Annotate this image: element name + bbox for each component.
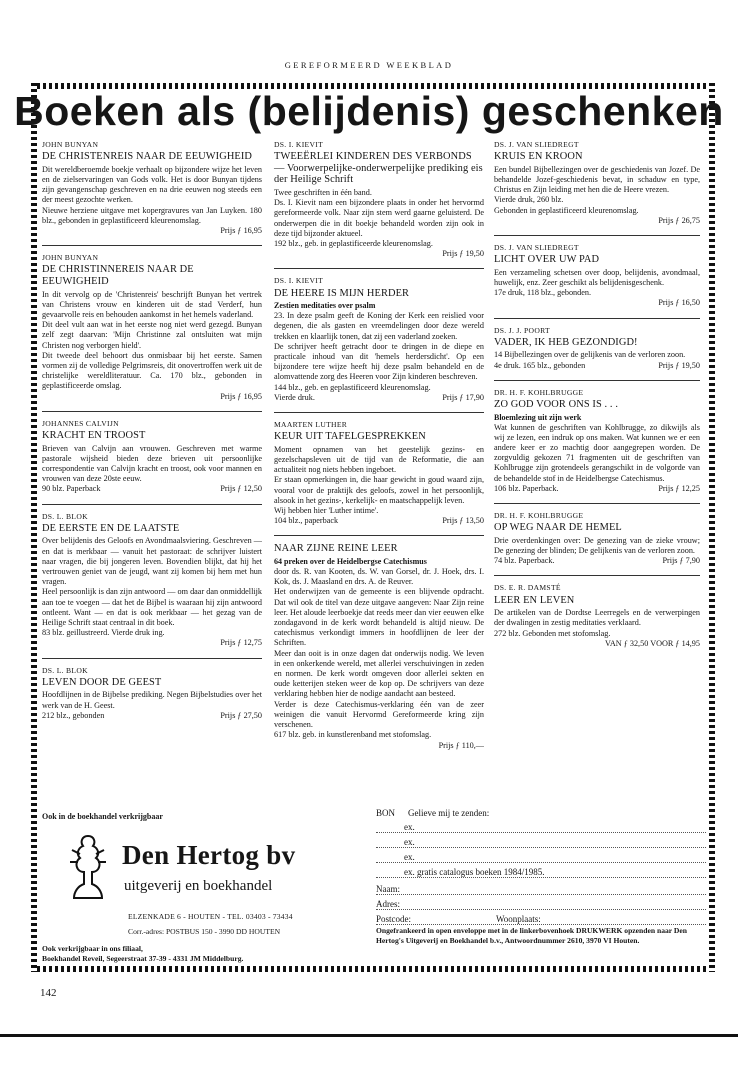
order-postcode-city-field[interactable] xyxy=(376,912,706,925)
book-spec-line xyxy=(42,711,262,721)
book-entry xyxy=(42,253,262,402)
book-spec: 106 blz. Paperback. xyxy=(494,483,559,493)
description-paragraph: Dit tweede deel behoort dus onmisbaar bij het eerste. Samen vormen zij de volledige Pelgrimsreis, dit onovertroffen werk uit de christelijke wereldliteratuur. Ca. 170 blz., gebonden in geplastificeerde omslag. xyxy=(42,350,262,391)
book-price: Prijs ƒ 16,50 xyxy=(658,298,700,308)
order-postcode-label: Postcode: xyxy=(376,914,411,924)
entry-divider xyxy=(274,268,484,269)
book-spec-line xyxy=(274,393,484,403)
order-note: Ongefrankeerd in open enveloppe met in de linkerbovenhoek DRUKWERK opzenden naar Den Hertog's Uitgeverij en Boekhandel b.v., Antwoordnummer 2610, 3970 VI Houten. xyxy=(376,926,688,945)
book-author: DR. H. F. KOHLBRUGGE xyxy=(494,387,584,397)
description-paragraph: Hoofdlijnen in de Bijbelse prediking. Negen Bijbelstudies over het werk van de H. Geest. xyxy=(42,690,262,710)
book-author: JOHANNES CALVIJN xyxy=(42,418,119,428)
book-entry xyxy=(494,583,700,649)
book-price: Prijs ƒ 19,50 xyxy=(658,360,700,370)
entry-divider xyxy=(42,411,262,412)
book-description xyxy=(274,445,484,516)
book-entry xyxy=(42,140,262,236)
description-paragraph: Dit wereldberoemde boekje verhaalt op bijzondere wijze het leven en de zielservaringen van Gods volk. Het is door Bunyan tijdens zijn gevangenschap geschreven en na drie eeuwen nog steeds een der meest gezochte werken. xyxy=(42,164,262,205)
book-description xyxy=(42,444,262,485)
description-paragraph: Vierde druk, 260 blz. xyxy=(494,195,564,205)
description-paragraph: 617 blz. geb. in kunstlerenband met stofomslag. xyxy=(274,730,432,740)
book-author: DS. I. KIEVIT xyxy=(274,140,324,149)
book-description xyxy=(274,311,484,393)
book-author: DS. E. R. DAMSTÉ xyxy=(494,583,561,593)
headline: Boeken als (belijdenis) geschenken xyxy=(14,88,724,134)
order-instruction: Gelieve mij te zenden: xyxy=(408,808,490,818)
description-paragraph: Verder is deze Catechismus-verklaring één van de zeer weinigen die vanuit Hervormd Gereformeerde kring zijn verschenen. xyxy=(274,699,484,730)
description-paragraph: Twee geschriften in één band. xyxy=(274,187,372,197)
entry-divider xyxy=(274,412,484,413)
description-paragraph: Wij hebben hier 'Luther intime'. xyxy=(274,506,379,516)
description-paragraph: Heel persoonlijk is dan zijn antwoord — om daar dan onmiddellijk aan toe te voegen — dat het de Bijbel is waaraan hij zijn antwoord ontleent. Want — en dat is ook merkbaar — het gezag van de Heilige Schrift staat centraal in dit boek. xyxy=(42,587,262,628)
order-name-field[interactable] xyxy=(376,882,706,895)
book-description xyxy=(274,188,484,249)
book-spec: Vierde druk. xyxy=(274,392,315,402)
book-spec: 212 blz., gebonden xyxy=(42,710,105,720)
book-title: LEER EN LEVEN xyxy=(494,594,575,606)
order-line-catalogue[interactable] xyxy=(376,865,706,878)
book-entry xyxy=(274,276,484,403)
book-title: KEUR UIT TAFELGESPREKKEN xyxy=(274,431,426,443)
description-paragraph: 17e druk, 118 blz., gebonden. xyxy=(494,288,592,298)
book-spec-line xyxy=(42,484,262,494)
publisher-branch xyxy=(42,944,243,963)
column-middle xyxy=(274,140,484,760)
order-line-3[interactable] xyxy=(376,850,706,863)
book-price: Prijs ƒ 12,75 xyxy=(220,638,262,648)
book-author: JOHN BUNYAN xyxy=(42,253,99,263)
publisher-name: Den Hertog bv xyxy=(122,840,296,870)
description-paragraph: 83 blz. geillustreerd. Vierde druk ing. xyxy=(42,628,165,638)
book-description xyxy=(494,268,700,299)
description-paragraph: Gebonden in geplastificeerd kleurenomslag. xyxy=(494,205,639,215)
book-subtitle: 64 preken over de Heidelbergse Catechismus xyxy=(274,557,427,567)
book-title: OP WEG NAAR DE HEMEL xyxy=(494,522,622,534)
book-title: DE HEERE IS MIJN HERDER xyxy=(274,287,410,299)
book-description xyxy=(494,608,700,639)
publisher-corr-address: Corr.-adres: POSTBUS 150 - 3990 DD HOUTEN xyxy=(128,927,281,936)
book-price: Prijs ƒ 12,50 xyxy=(220,484,262,494)
book-spec: 90 blz. Paperback xyxy=(42,484,101,494)
book-spec-line xyxy=(494,556,700,566)
description-paragraph: Over belijdenis des Geloofs en Avondmaalsviering. Geschreven — en dat is merkbaar — vanuit het pastoraat: de schrijver luistert naar vragen, die bij jongeren leven. Bovendien blijkt, dat hij het vertrouwen geniet van de jeugd, want zij komen bij hem met hun vragen. xyxy=(42,536,262,587)
order-form xyxy=(376,808,706,968)
order-address-label: Adres: xyxy=(376,899,400,909)
book-author: DS. J. VAN SLIEDREGT xyxy=(494,140,579,149)
book-title: TWEEËRLEI KINDEREN DES VERBONDS — Voorwerpelijke-onderwerpelijke prediking eis der Heilige Schrift xyxy=(274,151,483,186)
book-entry xyxy=(274,543,484,750)
description-paragraph: Dit deel vult aan wat in het eerste nog niet werd gezegd. Bunyan zelf zegt daarvan: 'Mijn Christinne zal ontsluiten wat mijn Christen nog verborgen hield'. xyxy=(42,320,262,350)
description-paragraph: Moment opnamen van het geestelijk gezins- en gezelschapsleven uit de tijd van de Reformatie, die aan actualiteit nog niets hebben ingeboet. xyxy=(274,444,484,475)
order-address-field[interactable] xyxy=(376,897,706,910)
book-spec-line xyxy=(494,484,700,494)
description-paragraph: Een bundel Bijbellezingen over de geschiedenis van Jozef. De behandelde Jozef-geschiedenis bevat, in schaduw en type, Christus en Zijn leiding met hen die de Heere vrezen. xyxy=(494,164,700,195)
description-paragraph: door ds. R. van Kooten, ds. W. van Gorsel, dr. J. Hoek, drs. I. Kok, ds. J. Maasland en drs. A. de Reuver. xyxy=(274,567,484,587)
book-spec-line xyxy=(274,516,484,526)
description-paragraph: 272 blz. Gebonden met stofomslag. xyxy=(494,628,611,638)
description-paragraph: 14 Bijbellezingen over de gelijkenis van de verloren zoon. xyxy=(494,350,686,360)
description-paragraph: Ds. I. Kievit nam een bijzondere plaats in onder het hervormd gereformeerde volk. Naar zijn stem werd gaarne geluisterd. De onderwerpen die in dit boekje behandeld worden zijn ook in deze tijd bijzonder aktueel. xyxy=(274,198,484,238)
book-title: ZO GOD VOOR ONS IS . . . xyxy=(494,399,619,411)
book-description xyxy=(42,536,262,638)
book-description xyxy=(274,567,484,740)
entry-divider xyxy=(494,235,700,236)
publisher-address: ELZENKADE 6 - HOUTEN - TEL. 03403 - 73434 xyxy=(128,912,293,921)
publisher-note: Ook in de boekhandel verkrijgbaar xyxy=(42,812,163,821)
book-entry xyxy=(494,243,700,309)
book-description xyxy=(494,536,700,556)
book-price: Prijs ƒ 110,— xyxy=(438,740,484,750)
description-paragraph: De artikelen van de Dordtse Leerregels en de verwerpingen der dwalingen in zestig meditaties verklaard. xyxy=(494,608,700,628)
order-ex-label: ex. xyxy=(404,837,415,847)
book-author: DS. J. VAN SLIEDREGT xyxy=(494,243,579,253)
book-title: DE CHRISTINNEREIS NAAR DE EEUWIGHEID xyxy=(42,264,194,288)
order-ex-label: ex. xyxy=(404,852,415,862)
book-price: Prijs ƒ 7,90 xyxy=(662,556,700,566)
book-author: DS. L. BLOK xyxy=(42,511,88,521)
book-price: Prijs ƒ 16,95 xyxy=(220,391,262,401)
description-paragraph: Er staan opmerkingen in, die haar gewicht in goud waard zijn, vooral voor de praktijk des geloofs, zowel in het persoonlijk, alsook in het gezins-, kerkelijk- en maatschappelijk leven. xyxy=(274,475,484,505)
book-title: KRUIS EN KROON xyxy=(494,151,583,163)
book-description xyxy=(494,165,700,216)
book-title: KRACHT EN TROOST xyxy=(42,430,146,442)
entry-divider xyxy=(494,318,700,319)
order-name-label: Naam: xyxy=(376,884,400,894)
book-subtitle: Bloemlezing uit zijn werk xyxy=(494,412,582,422)
description-paragraph: Drie overdenkingen over: De genezing van de zieke vrouw; De genezing der blinden; De gelijkenis van de verloren zoon. xyxy=(494,535,700,556)
page-number: 142 xyxy=(40,987,57,999)
book-title: DE EERSTE EN DE LAATSTE xyxy=(42,522,180,534)
description-paragraph: In dit vervolg op de 'Christenreis' beschrijft Bunyan het vertrek van Christens vrouw en kinderen uit de stad Verderf, hun gevaarvolle reis en behouden aankomst in het hemels vaderland. xyxy=(42,289,262,320)
book-author: MAARTEN LUTHER xyxy=(274,420,348,430)
entry-divider xyxy=(274,535,484,536)
book-author: DR. H. F. KOHLBRUGGE xyxy=(494,511,584,521)
book-entry xyxy=(494,511,700,566)
book-spec-line xyxy=(494,361,700,371)
order-ex-label: ex. xyxy=(404,822,415,832)
book-price: VAN ƒ 32,50 VOOR ƒ 14,95 xyxy=(605,638,700,648)
branch-line-2: Boekhandel Reveil, Segeerstraat 37-39 - 4331 JM Middelburg. xyxy=(42,953,244,963)
book-spec: 104 blz., paperback xyxy=(274,516,339,526)
book-description xyxy=(494,423,700,484)
book-subtitle: Zestien meditaties over psalm xyxy=(274,301,376,311)
order-line-2[interactable] xyxy=(376,835,706,848)
bottom-rule xyxy=(0,1034,738,1037)
book-author: DS. I. KIEVIT xyxy=(274,276,324,286)
column-left xyxy=(42,140,262,730)
publisher-logo xyxy=(66,832,110,902)
book-entry xyxy=(42,666,262,721)
book-entry xyxy=(494,140,700,226)
description-paragraph: 23. In deze psalm geeft de Koning der Kerk een reislied voor degenen, die als gasten en vreemdelingen door deze wereld trekken en klaarlijk tonen, dat zij een vaderland zoeken. xyxy=(274,311,484,341)
description-paragraph: Een verzameling schetsen over doop, belijdenis, avondmaal, huwelijk, enz. Zeer geschikt als belijdenisgeschenk. xyxy=(494,267,700,288)
book-description xyxy=(42,690,262,710)
description-paragraph: De schrijver heeft getracht door te dringen in de diepe en practicale inhoud van dit 'hemels herdersdicht'. Op een bijzondere tere wijze heeft hij deze psalm behandeld en de alomvattende zorg des Heeren voor Zijn kinderen beschreven. xyxy=(274,341,484,382)
book-price: Prijs ƒ 26,75 xyxy=(658,215,700,225)
branch-line-1: Ook verkrijgbaar in ons filiaal, xyxy=(42,944,143,953)
description-paragraph: Meer dan ooit is in onze dagen dat onderwijs nodig. We leven in een onkerkende wereld, met allerlei verschuivingen in zeden en normen. De kerk wordt omgeven door allerlei sekten en oude ketterijen steken weer de kop op. De schrijvers van deze verklaring hebben hier de nodige aandacht aan besteed. xyxy=(274,648,484,699)
entry-divider xyxy=(494,575,700,576)
publisher-tagline: uitgeverij en boekhandel xyxy=(124,878,273,894)
description-paragraph: 192 blz., geb. in geplastificeerde kleurenomslag. xyxy=(274,239,433,248)
book-spec: 74 blz. Paperback. xyxy=(494,556,555,566)
running-head: GEREFORMEERD WEEKBLAD xyxy=(284,60,454,70)
description-paragraph: Nieuwe herziene uitgave met kopergravures van Jan Luyken. 180 blz., gebonden in geplastificeerd kleurenomslag. xyxy=(42,205,262,225)
book-entry xyxy=(494,326,700,371)
book-entry xyxy=(42,419,262,495)
entry-divider xyxy=(494,380,700,381)
book-title: NAAR ZIJNE REINE LEER xyxy=(274,543,398,555)
book-price: Prijs ƒ 16,95 xyxy=(220,226,262,236)
column-right xyxy=(494,140,700,658)
book-price: Prijs ƒ 12,25 xyxy=(658,483,700,493)
book-author: DS. L. BLOK xyxy=(42,665,88,675)
description-paragraph: Wat kunnen de geschriften van Kohlbrugge, zo dikwijls als wij ze lezen, een indruk op ons maken. Wat kunnen we er een andere keer er zo machtig door aangegrepen worden. De zorgvuldig gekozen 71 fragmenten uit de geschriften van Kohlbrugge zijn grotendeels gerangschikt in de volgorde van de behandelde stof in de Heidelbergse Catechismus. xyxy=(494,422,700,483)
book-title: LICHT OVER UW PAD xyxy=(494,254,600,266)
book-title: VADER, IK HEB GEZONDIGD! xyxy=(494,336,638,348)
entry-divider xyxy=(42,504,262,505)
book-price: Prijs ƒ 13,50 xyxy=(442,516,484,526)
book-entry xyxy=(42,512,262,649)
book-author: DS. J. J. POORT xyxy=(494,325,550,335)
book-entry xyxy=(274,140,484,259)
book-entry xyxy=(274,420,484,526)
book-description xyxy=(494,350,700,360)
order-heading: BON xyxy=(376,808,396,818)
entry-divider xyxy=(494,503,700,504)
book-description xyxy=(42,290,262,392)
order-city-label: Woonplaats: xyxy=(496,914,541,924)
book-price: Prijs ƒ 27,50 xyxy=(220,710,262,720)
order-line-1[interactable] xyxy=(376,820,706,833)
book-price: Prijs ƒ 17,90 xyxy=(442,392,484,402)
entry-divider xyxy=(42,245,262,246)
book-title: DE CHRISTENREIS NAAR DE EEUWIGHEID xyxy=(42,151,253,163)
description-paragraph: Het onderwijzen van de gemeente is een blijvende opdracht. Dat wil ook de titel van deze uitgave aangeven: Naar Zijn reine leer. Het aloude leerboekje dat reeds meer dan vier eeuwen elke zondagavond in de kerk wordt behandeld is altijd nieuw. De catechismus verkondigt immers in hoofdlijnen de leer der Schriften. xyxy=(274,587,484,648)
book-author: JOHN BUNYAN xyxy=(42,140,99,149)
book-entry xyxy=(494,388,700,494)
description-paragraph: 144 blz., geb. en geplastificeerd kleurenomslag. xyxy=(274,382,431,392)
book-spec: 4e druk. 165 blz., gebonden xyxy=(494,360,586,370)
book-price: Prijs ƒ 19,50 xyxy=(442,249,484,259)
book-description xyxy=(42,165,262,226)
description-paragraph: Brieven van Calvijn aan vrouwen. Geschreven met warme pastorale wijsheid bieden deze brieven uit persoonlijke correspondentie van Calvijn kracht en troost, ook voor mannen en vrouwen van deze 20ste eeuw. xyxy=(42,443,262,484)
entry-divider xyxy=(42,658,262,659)
order-catalogue: ex. gratis catalogus boeken 1984/1985. xyxy=(404,867,545,877)
book-title: LEVEN DOOR DE GEEST xyxy=(42,676,162,688)
